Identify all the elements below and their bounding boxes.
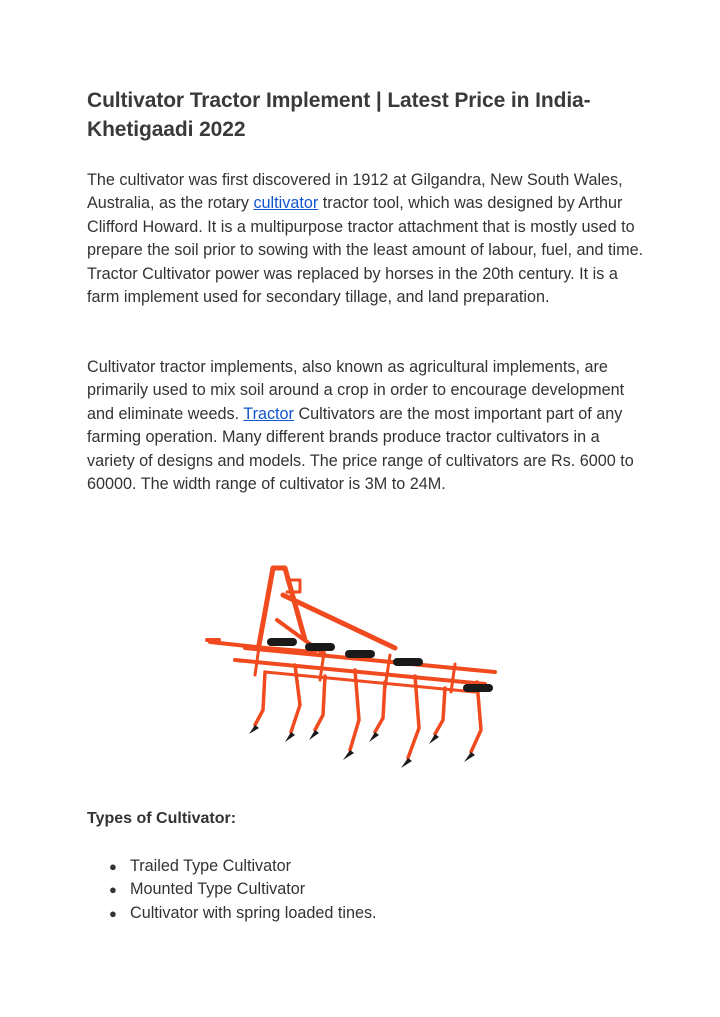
tractor-link[interactable]: Tractor	[243, 404, 294, 423]
list-item-text: Trailed Type Cultivator	[130, 857, 292, 875]
bullet-icon: ●	[109, 882, 117, 898]
types-heading: Types of Cultivator:	[87, 810, 237, 827]
cultivator-link[interactable]: cultivator	[253, 194, 319, 213]
list-item	[87, 878, 377, 901]
bullet-icon: ●	[109, 905, 117, 921]
types-list	[87, 855, 377, 925]
intro-paragraph	[87, 169, 647, 309]
implements-paragraph	[87, 356, 647, 496]
implements-text-after-link: Cultivators are the most important part of any farming operation. Many different brands produce tractor cultivators in a variety of designs and models. The price range of cultivators are Rs. 6000 to 60000. The width range of cultivator is 3M to 24M.	[87, 404, 634, 494]
list-item	[87, 855, 377, 878]
bullet-icon: ●	[109, 859, 117, 874]
page-title: Cultivator Tractor Implement | Latest Price in India- Khetigaadi 2022	[87, 89, 591, 141]
list-item	[87, 902, 377, 925]
cultivator-image	[205, 560, 515, 770]
list-item-text: Mounted Type Cultivator	[130, 880, 306, 899]
intro-text-before-link: The cultivator was first discovered in 1912 at Gilgandra, New South Wales, Australia, as the rotary	[87, 171, 623, 213]
list-item-text: Cultivator with spring loaded tines.	[130, 903, 377, 922]
implements-text-before-link: Cultivator tractor implements, also known as agricultural implements, are primarily used to mix soil around a crop in order to encourage development and eliminate weeds.	[87, 358, 625, 423]
intro-text-after-link: tractor tool, which was designed by Arthur Clifford Howard. It is a multipurpose tractor attachment that is mostly used to prepare the soil prior to sowing with the least amount of labour, fuel, and time. Tractor Cultivator power was replaced by horses in the 20th century. It is a farm implement used for secondary tillage, and land preparation.	[87, 194, 644, 307]
